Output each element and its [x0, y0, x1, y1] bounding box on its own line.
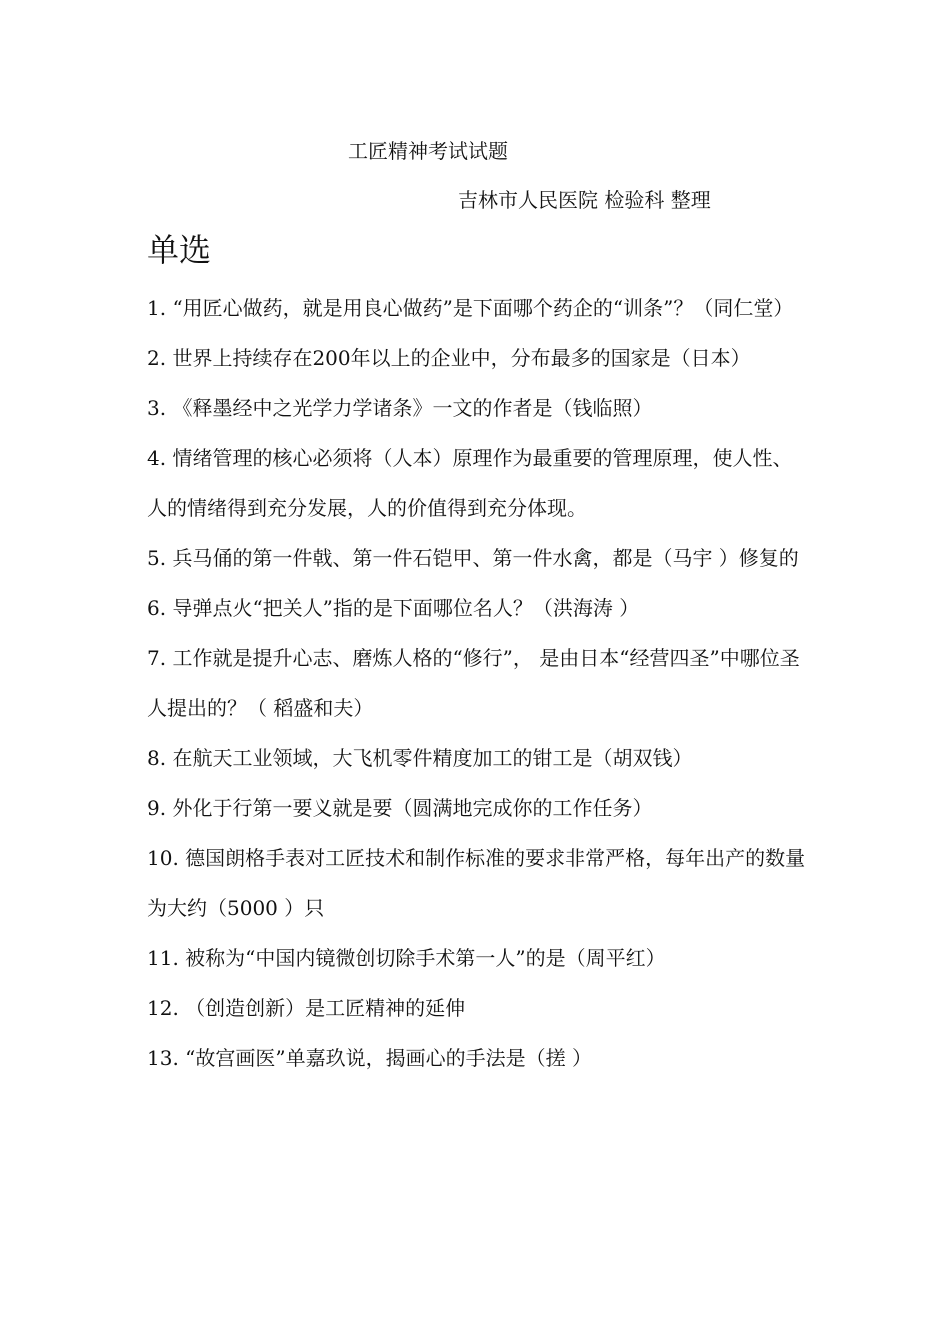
question-item: 7. 工作就是提升心志、磨炼人格的“修行”， 是由日本“经营四圣”中哪位圣人提出的？（ 稻盛和夫）: [147, 646, 800, 720]
question-item: 11. 被称为“中国内镜微创切除手术第一人”的是（周平红）: [147, 946, 666, 970]
question-item: 2. 世界上持续存在200年以上的企业中，分布最多的国家是（日本）: [147, 346, 751, 370]
question-item: 1. “用匠心做药，就是用良心做药”是下面哪个药企的“训条”？（同仁堂）: [147, 296, 794, 320]
question-item: 4. 情绪管理的核心必须将（人本）原理作为最重要的管理原理，使人性、人的情绪得到充分发展，人的价值得到充分体现。: [147, 446, 793, 520]
document-title: 工匠精神考试试题: [348, 139, 508, 163]
section-heading: 单选: [147, 231, 212, 269]
question-item: 6. 导弹点火“把关人”指的是下面哪位名人？（洪海涛 ）: [147, 596, 640, 620]
question-item: 12. （创造创新）是工匠精神的延伸: [147, 996, 466, 1020]
question-item: 8. 在航天工业领域，大飞机零件精度加工的钳工是（胡双钱）: [147, 746, 693, 770]
question-item: 5. 兵马俑的第一件戟、第一件石铠甲、第一件水禽，都是（马宇 ）修复的: [147, 546, 799, 570]
question-item: 9. 外化于行第一要义就是要（圆满地完成你的工作任务）: [147, 796, 653, 820]
document-subtitle: 吉林市人民医院 检验科 整理: [458, 188, 711, 212]
question-item: 3. 《释墨经中之光学力学诸条》一文的作者是（钱临照）: [147, 396, 653, 420]
question-list: [147, 283, 812, 1083]
question-item: 10. 德国朗格手表对工匠技术和制作标准的要求非常严格，每年出产的数量为大约（5000 ）只: [147, 846, 806, 920]
question-item: 13. “故宫画医”单嘉玖说，揭画心的手法是（搓 ）: [147, 1046, 592, 1070]
